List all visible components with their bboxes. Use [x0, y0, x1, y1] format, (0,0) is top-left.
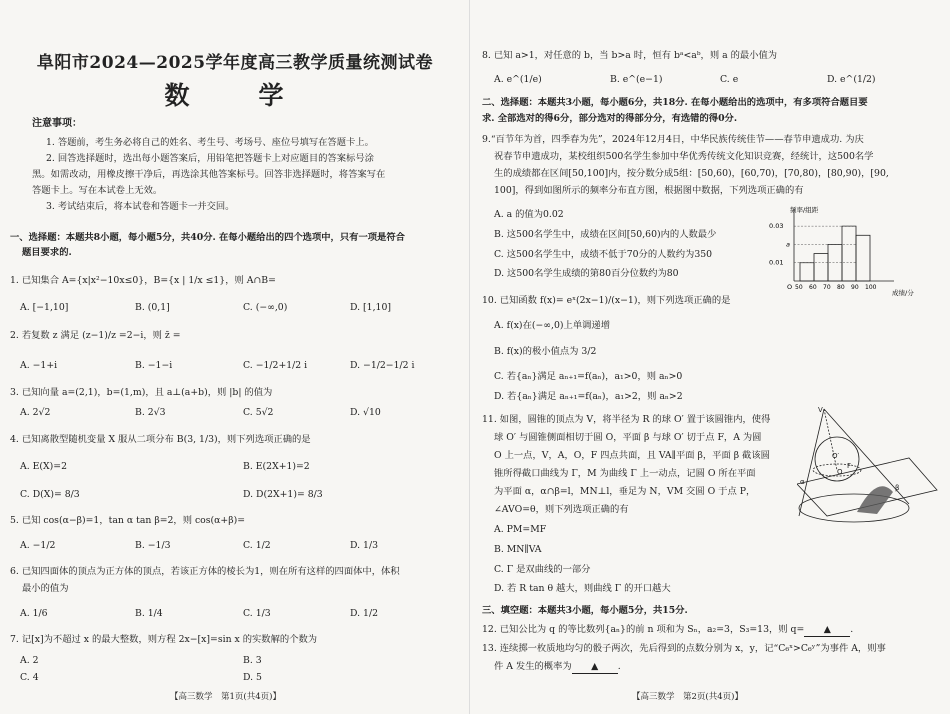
y-tick-label: a: [786, 240, 790, 249]
q6-stem-line2: 最小的值为: [22, 583, 69, 594]
x-tick-label: 90: [851, 284, 859, 291]
notice-title: 注意事项：: [32, 118, 82, 129]
q1-stem: 1. 已知集合 A={x|x²−10x≤0}，B={x | 1/x ≤1}，则 A∩B=: [10, 275, 276, 286]
x-axis-label: 成绩/分: [892, 289, 914, 297]
q10-option-a: A. f(x)在(−∞,0)上单调递增: [494, 320, 611, 331]
q11-stem-line5: 为平面 α，α∩β=l，MN⊥l，垂足为 N，VM 交圆 O 于点 P，: [494, 486, 756, 497]
q9-stem-line4: 100]，得到如图所示的频率分布直方图，根据图中数据，下列选项正确的有: [494, 185, 804, 196]
x-tick-label: 70: [823, 284, 831, 291]
q13-stem-line2: 件 A 发生的概率为 ▲ .: [494, 661, 621, 672]
q7-option-a: A. 2: [20, 655, 39, 666]
q11-stem-line6: ∠AVO=θ，则下列选项正确的有: [494, 504, 629, 515]
q10-option-c: C. 若{aₙ}满足 aₙ₊₁=f(aₙ)，a₁>0，则 aₙ>0: [494, 371, 683, 382]
y-axis-label: 频率/组距: [790, 206, 819, 214]
q3-option-a: A. 2√2: [20, 407, 51, 418]
q3-option-b: B. 2√3: [135, 407, 166, 418]
origin-label: O: [787, 283, 793, 291]
q8-option-c: C. e: [720, 74, 739, 85]
q10-option-d: D. 若{aₙ}满足 aₙ₊₁=f(aₙ)，a₁>2，则 aₙ>2: [494, 391, 683, 402]
section2-heading-line2: 求. 全部选对的得6分，部分选对的得部分分，有选错的得0分.: [482, 113, 738, 124]
q11-option-b: B. MN∥VA: [494, 544, 542, 555]
q11-stem-line2: 球 O′ 与圆锥侧面相切于圆 O，平面 β 与球 O′ 切于点 F，A 为圆: [494, 432, 762, 443]
q4-option-a: A. E(X)=2: [20, 461, 67, 472]
section1-heading-line2: 题目要求的.: [22, 247, 72, 258]
answer-blank-q13[interactable]: ▲: [572, 661, 618, 674]
q9-stem-line1: 9.“百节年为首，四季春为先”，2024年12月4日，中华民族传统佳节——春节申遗成功. 为庆: [482, 134, 864, 145]
q2-option-b: B. −1−i: [135, 360, 173, 371]
q5-stem: 5. 已知 cos(α−β)=1，tan α tan β=2，则 cos(α+β)=: [10, 515, 246, 526]
x-tick-label: 50: [795, 284, 803, 291]
svg-text:O: O: [837, 468, 843, 476]
q8-option-b: B. e^(e−1): [610, 74, 663, 85]
q7-option-d: D. 5: [243, 672, 262, 683]
q11-stem-line4: 锥所得截口曲线为 Γ，M 为曲线 Γ 上一动点，记圆 O 所在平面: [494, 468, 756, 479]
q8-option-a: A. e^(1/e): [494, 74, 542, 85]
q9-stem-line3: 生的成绩都在区间[50,100]内，按分数分成5组：[50,60)，[60,70)，[70,80)，[80,90)，[90,: [494, 168, 889, 179]
exam-title: 阜阳市2024—2025学年度高三教学质量统测试卷: [36, 53, 434, 73]
notice-line-2: 2. 回答选择题时，选出每小题答案后，用铅笔把答题卡上对应题目的答案标号涂: [46, 153, 374, 164]
q2-option-d: D. −1/2−1/2 i: [350, 360, 415, 371]
exam-page-2: [472, 0, 950, 714]
q9-option-c: C. 这500名学生中，成绩不低于70分的人数约为350: [494, 249, 713, 260]
histogram-bar: [856, 235, 870, 281]
q10-stem: 10. 已知函数 f(x)= eˣ(2x−1)/(x−1)，则下列选项正确的是: [482, 295, 731, 306]
q11-option-d: D. 若 R tan θ 越大，则曲线 Γ 的开口越大: [494, 583, 671, 594]
q12-stem: 12. 已知公比为 q 的等比数列{aₙ}的前 n 项和为 Sₙ，a₂=3，S₃=13，则 q= ▲ .: [482, 624, 854, 635]
q5-option-a: A. −1/2: [20, 540, 56, 551]
q9-option-a: A. a 的值为0.02: [494, 209, 564, 220]
q11-stem-line3: O 上一点，V，A，O，F 四点共面，且 VA∥平面 β，平面 β 截该圆: [494, 450, 770, 461]
notice-line-1: 1. 答题前，考生务必将自己的姓名、考生号、考场号、座位号填写在答题卡上。: [46, 137, 374, 148]
q5-option-c: C. 1/2: [243, 540, 271, 551]
q11-option-a: A. PM=MF: [494, 524, 547, 535]
q1-option-c: C. (−∞,0): [243, 302, 288, 313]
svg-text:β: β: [895, 484, 900, 492]
notice-line-5: 3. 考试结束后，将本试卷和答题卡一并交回。: [46, 201, 235, 212]
x-tick-label: 60: [809, 284, 817, 291]
section1-heading-line1: 一、选择题：本题共8小题，每小题5分，共40分. 在每小题给出的四个选项中，只有一项是符合: [10, 232, 405, 243]
q2-stem: 2. 若复数 z 满足 (z−1)/z =2−i，则 z̄ =: [10, 330, 181, 341]
q9-option-d: D. 这500名学生成绩的第80百分位数约为80: [494, 268, 679, 279]
q2-option-c: C. −1/2+1/2 i: [243, 360, 308, 371]
y-tick-label: 0.01: [769, 258, 784, 267]
q6-option-b: B. 1/4: [135, 608, 163, 619]
q1-option-b: B. (0,1]: [135, 302, 170, 313]
q4-stem: 4. 已知离散型随机变量 X 服从二项分布 B(3, 1/3)，则下列选项正确的是: [10, 434, 311, 445]
histogram-bar: [842, 226, 856, 281]
q10-option-b: B. f(x)的极小值点为 3/2: [494, 346, 597, 357]
q4-option-c: C. D(X)= 8/3: [20, 489, 80, 500]
notice-line-4: 答题卡上。写在本试卷上无效。: [32, 185, 163, 196]
answer-blank-q12[interactable]: ▲: [804, 624, 850, 637]
y-tick-label: 0.03: [769, 222, 784, 231]
q7-stem: 7. 记[x]为不超过 x 的最大整数，则方程 2x−[x]=sin x 的实数解的个数为: [10, 634, 318, 645]
q4-option-d: D. D(2X+1)= 8/3: [243, 489, 323, 500]
notice-line-3: 黑。如需改动，用橡皮擦干净后，再选涂其他答案标号。回答非选择题时，将答案写在: [32, 169, 386, 180]
cone-sphere-figure: [797, 404, 947, 528]
q1-option-a: A. [−1,10]: [20, 302, 69, 313]
svg-text:O′: O′: [832, 452, 840, 460]
exam-page-1: [0, 0, 470, 714]
q5-option-b: B. −1/3: [135, 540, 171, 551]
q6-option-c: C. 1/3: [243, 608, 271, 619]
histogram-bar: [814, 254, 828, 281]
svg-text:α: α: [800, 478, 805, 486]
q7-option-c: C. 4: [20, 672, 39, 683]
histogram-bar: [800, 263, 814, 281]
q1-option-d: D. [1,10]: [350, 302, 391, 313]
q3-option-c: C. 5√2: [243, 407, 274, 418]
q3-option-d: D. √10: [350, 407, 381, 418]
section3-heading: 三、填空题：本题共3小题，每小题5分，共15分.: [482, 605, 688, 616]
q8-stem: 8. 已知 a>1，对任意的 b，当 b>a 时，恒有 bᵃ<aᵇ，则 a 的最小值为: [482, 50, 778, 61]
q8-option-d: D. e^(1/2): [827, 74, 876, 85]
section2-heading-line1: 二、选择题：本题共3小题，每小题6分，共18分. 在每小题给出的选项中，有多项符合题目要: [482, 97, 868, 108]
exam-subject: 数 学: [164, 81, 306, 110]
q11-option-c: C. Γ 是双曲线的一部分: [494, 564, 591, 575]
q11-stem-line1: 11. 如图，圆锥的顶点为 V，将半径为 R 的球 O′ 置于该圆锥内，使得: [482, 414, 771, 425]
q9-stem-line2: 祝春节申遗成功，某校组织500名学生参加中华优秀传统文化知识竞赛，经统计，这500名学: [494, 151, 874, 162]
svg-text:V: V: [818, 406, 823, 414]
q7-option-b: B. 3: [243, 655, 262, 666]
x-tick-label: 100: [865, 284, 877, 291]
q2-option-a: A. −1+i: [20, 360, 58, 371]
q6-option-d: D. 1/2: [350, 608, 378, 619]
page1-footer: 【高三数学 第1页(共4页)】: [170, 692, 281, 702]
page2-footer: 【高三数学 第2页(共4页)】: [632, 692, 743, 702]
q4-option-b: B. E(2X+1)=2: [243, 461, 310, 472]
q6-stem-line1: 6. 已知四面体的顶点为正方体的顶点，若该正方体的棱长为1，则在所有这样的四面体中，体积: [10, 566, 400, 577]
q13-stem-line1: 13. 连续掷一枚质地均匀的骰子两次，先后得到的点数分别为 x，y，记“C₆ˣ>C₆ʸ”为事件 A，则事: [482, 643, 886, 654]
q3-stem: 3. 已知向量 a=(2,1)，b=(1,m)，且 a⊥(a+b)，则 |b| 的值为: [10, 387, 273, 398]
x-tick-label: 80: [837, 284, 845, 291]
frequency-histogram: [764, 203, 948, 298]
svg-text:F: F: [847, 462, 852, 470]
q6-option-a: A. 1/6: [20, 608, 48, 619]
q5-option-d: D. 1/3: [350, 540, 378, 551]
q9-option-b: B. 这500名学生中，成绩在区间[50,60)内的人数最少: [494, 229, 717, 240]
